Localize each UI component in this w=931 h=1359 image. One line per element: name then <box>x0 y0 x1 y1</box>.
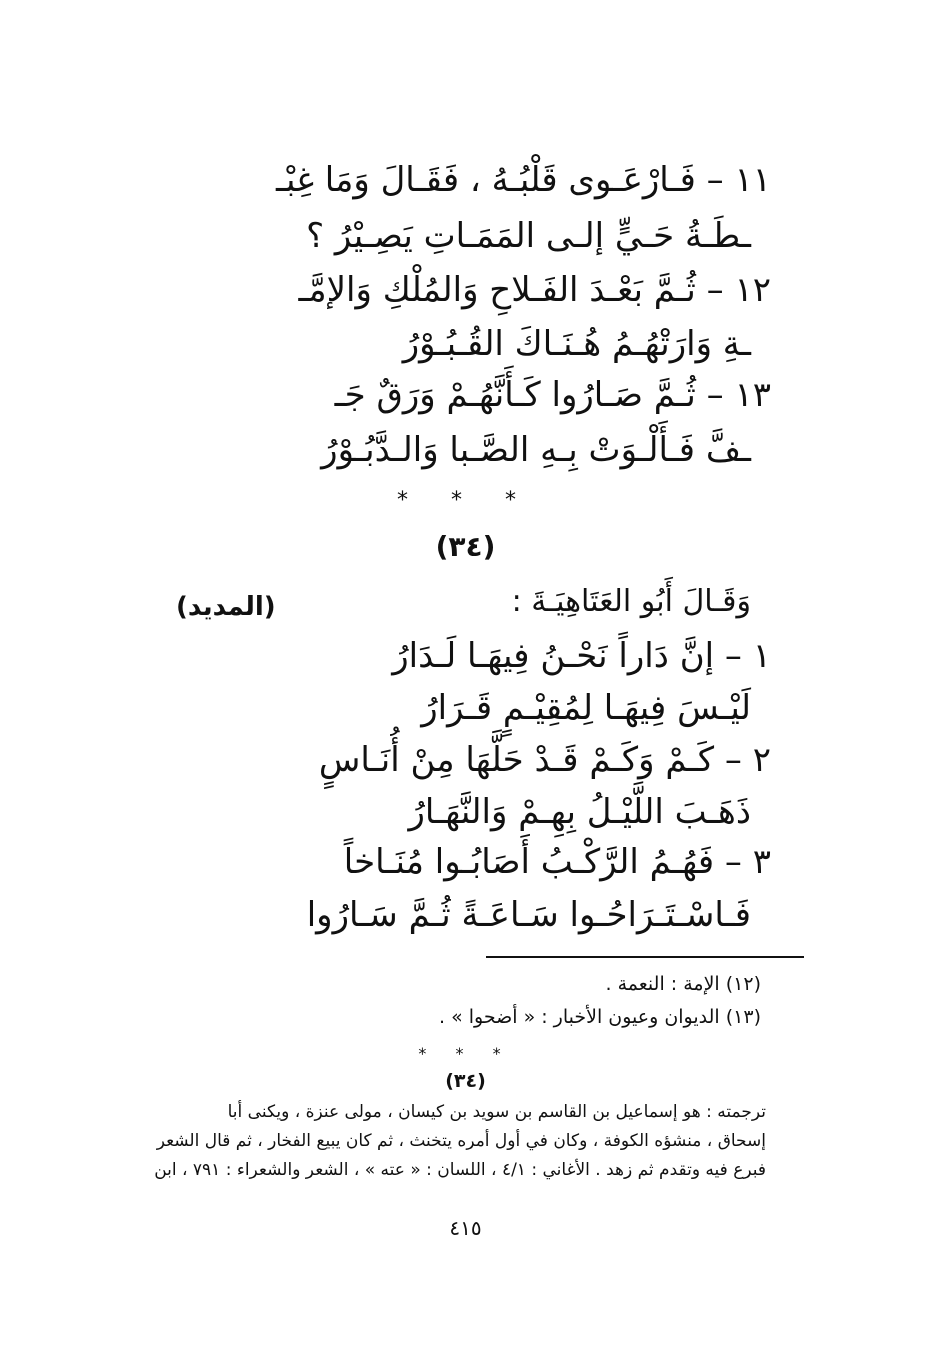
page-number: ٤١٥ <box>449 1216 482 1240</box>
verse-13-first-hemistich: ١٣ – ثُـمَّ صَـارُوا كَـأَنَّهُـمْ وَرَقٌ جَـ <box>334 375 771 415</box>
footnote-13: (١٣) الديوان وعيون الأخبار : « أضحوا » . <box>439 1006 761 1028</box>
verse-1-second-hemistich: لَيْـسَ فِيهَـا لِمُقِيْـمٍ قَـرَارُ <box>421 688 751 728</box>
biography-line: إسحاق ، منشؤه الكوفة ، وكان في أول أمره يتخنث ، ثم كان يبيع الفخار ، ثم قال الشعر <box>156 1131 766 1151</box>
verse-2-first-hemistich: ٢ – كَـمْ وَكَـمْ قَـدْ حَلَّهَا مِنْ أُنَـاسٍ <box>318 740 771 780</box>
verse-3-second-hemistich: فَـاسْـتَـرَاحُـوا سَـاعَـةً ثُـمَّ سَـارُوا <box>306 895 751 935</box>
biography-note <box>126 1098 766 1185</box>
footnote-separator-stars: * * * <box>418 1044 513 1063</box>
footnote-poem-number: (٣٤) <box>445 1070 486 1092</box>
biography-line: ترجمته : هو إسماعيل بن القاسم بن سويد بن كيسان ، مولى عنزة ، ويكنى أبا <box>227 1102 766 1122</box>
biography-line: فبرع فيه وتقدم ثم زهد . الأغاني : ٤/١ ، اللسان : « عته » ، الشعر والشعراء : ٧٩١ ، ابن <box>154 1160 766 1180</box>
footnote-12: (١٢) الإمة : النعمة . <box>605 973 761 995</box>
section-separator-stars: * * * <box>397 488 534 513</box>
verse-12-second-hemistich: ـةِ وَارَتْهُـمُ هُـنَـاكَ القُـبُـوْرُ <box>402 324 751 364</box>
poem-intro: وَقَـالَ أَبُو العَتَاهِيَـةَ : <box>511 584 751 619</box>
verse-13-second-hemistich: ـفَّ فَـأَلْـوَتْ بِـهِ الصَّـبا وَالـدَّبُـوْرُ <box>321 430 751 470</box>
footnote-divider <box>486 956 804 958</box>
poem-number: (٣٤) <box>435 530 496 563</box>
verse-3-first-hemistich: ٣ – فَهُـمُ الرَّكْـبُ أَصَابُـوا مُنَـاخاً <box>343 842 771 882</box>
verse-2-second-hemistich: ذَهَـبَ اللَّيْـلُ بِهِـمْ وَالنَّهَـارُ <box>408 792 751 832</box>
verse-12-first-hemistich: ١٢ – ثُـمَّ بَعْـدَ الفَـلاحِ وَالمُلْكِ وَالإمَّـ <box>298 270 771 310</box>
verse-11-first-hemistich: ١١ – فَـارْعَـوى قَلْبُـهُ ، فَقَـالَ وَمَا غِبْـ <box>276 160 771 200</box>
verse-11-second-hemistich: ـطَـةُ حَـيٍّ إلـى المَمَـاتِ يَصِـيْرُ ؟ <box>306 216 751 256</box>
verse-1-first-hemistich: ١ – إنَّ دَاراً نَحْـنُ فِيهَـا لَـدَارُ <box>392 636 771 676</box>
poem-meter: (المديد) <box>176 592 276 622</box>
